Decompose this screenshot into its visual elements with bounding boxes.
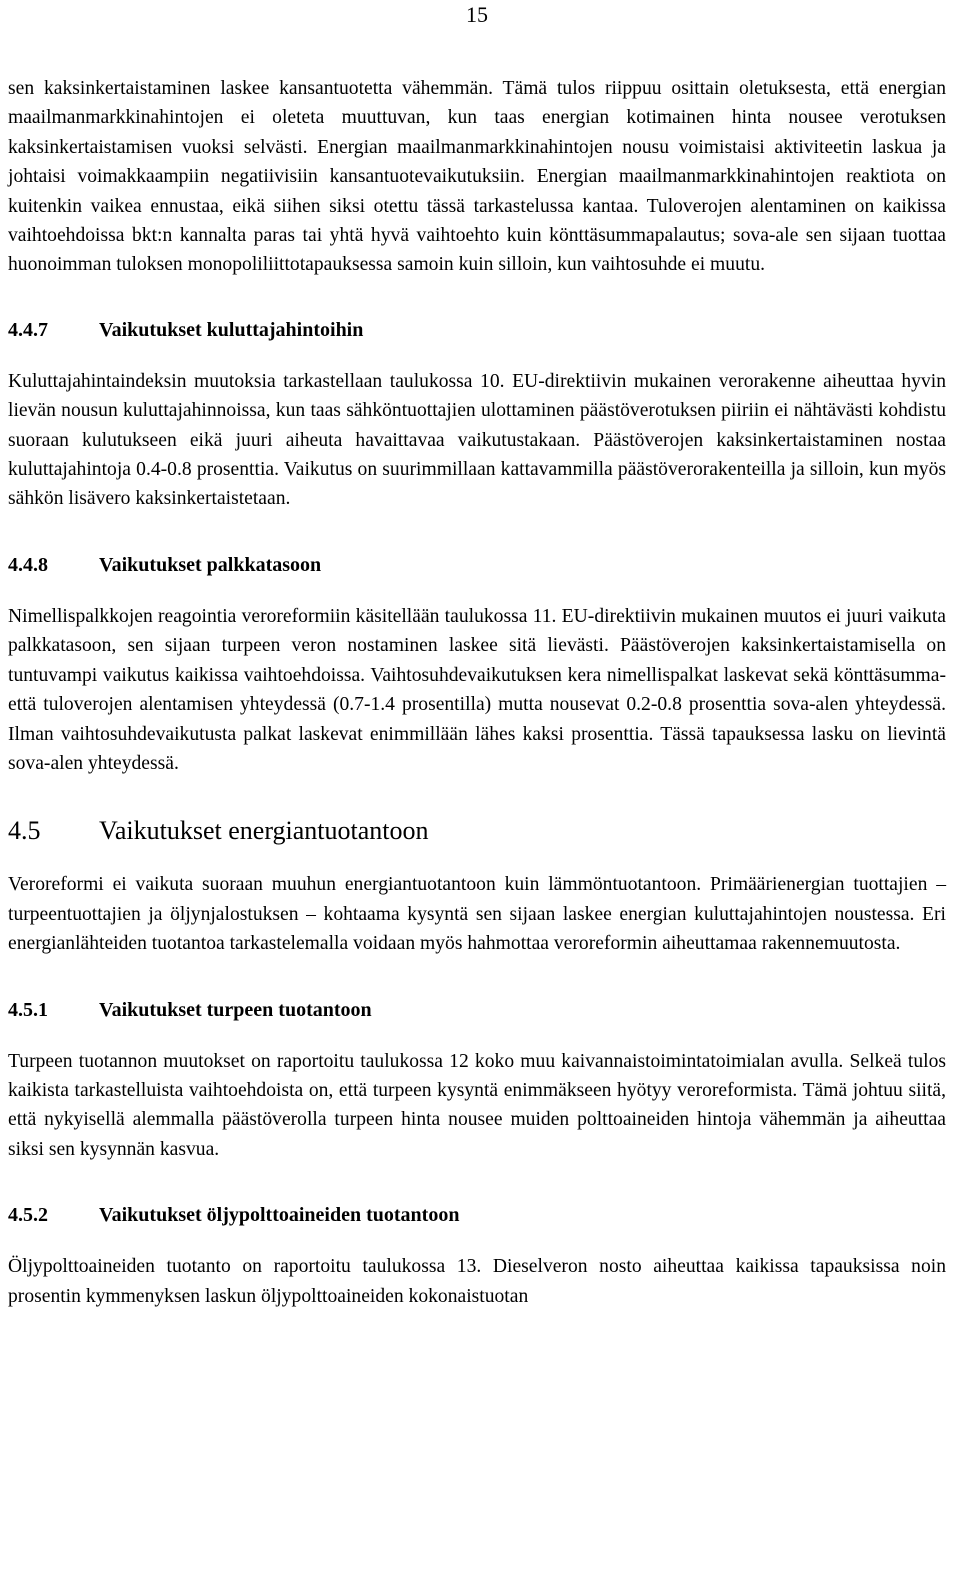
page-number: 15 — [466, 2, 488, 27]
section-title: Vaikutukset kuluttajahintoihin — [99, 318, 364, 341]
paragraph-wage-level: Nimellispalkkojen reagointia veroreformiin käsitellään taulukossa 11. EU-direktiivin mukainen muutos ei juuri vaikuta palkkatasoon, sen sijaan turpeen veron nostaminen laskee sitä lievästi. Päästöverojen kaksinkertaistamisella on tuntuvampi vaikutus kaikissa vaihtoehdoissa. Vaihtosuhdevaikutuksen kera nimellispalkat laskevat sekä könttäsumma- että tuloverojen alentamisen yhteydessä (0.7-1.4 prosentilla) mutta nousevat 0.2-0.8 prosenttia sova-alen yhteydessä. Ilman vaihtosuhdevaikutusta palkat laskevat enimmillään lähes kaksi prosenttia. Tässä tapauksessa lasku on lievintä sova-alen yhteydessä. — [8, 605, 946, 774]
section-number: 4.5.2 — [8, 1204, 48, 1227]
section-title: Vaikutukset energiantuotantoon — [99, 816, 429, 846]
document-body — [8, 74, 946, 1311]
section-number: 4.5 — [8, 816, 41, 846]
section-title: Vaikutukset palkkatasoon — [99, 553, 322, 576]
heading-4-4-7 — [8, 316, 946, 345]
paragraph-peat-production: Turpeen tuotannon muutokset on raportoitu taulukossa 12 koko muu kaivannaistoimintatoimialan avulla. Selkeä tulos kaikista tarkastelluista vaihtoehdoista on, että turpeen kysyntä enimmäkseen hyötyy veroreformista. Tämä johtuu siitä, että nykyisellä alemmalla päästöverolla turpeen hinta nousee muiden polttoaineiden hintoja vähemmän ja aiheuttaa siksi sen kysynnän kasvua. — [8, 1050, 946, 1160]
section-title: Vaikutukset öljypolttoaineiden tuotantoon — [99, 1204, 460, 1227]
heading-4-5-2 — [8, 1201, 946, 1230]
heading-4-4-8 — [8, 551, 946, 580]
heading-4-5-1 — [8, 996, 946, 1025]
section-number: 4.4.7 — [8, 318, 48, 341]
section-number: 4.5.1 — [8, 998, 48, 1021]
paragraph-energy-production: Veroreformi ei vaikuta suoraan muuhun energiantuotantoon kuin lämmöntuotantoon. Primäärienergian tuottajien – turpeentuottajien ja öljynjalostuksen – kohtaama kysyntä sen sijaan laskee energian kuluttajahintojen noustessa. Eri energianlähteiden tuotantoa tarkastelemalla voidaan myös hahmottaa veroreformin aiheuttamaa rakennemuutosta. — [8, 874, 946, 955]
paragraph-consumer-prices: Kuluttajahintaindeksin muutoksia tarkastellaan taulukossa 10. EU-direktiivin mukainen verorakenne aiheuttaa hyvin lievän nousun kuluttajahinnoissa, kun taas sähköntuottajien ulottaminen päästöverotuksen piiriin ei nähtävästi kohdistu suoraan kulutukseen eikä juuri aiheuta havaittavaa vaikutustakaan. Päästöverojen kaksinkertaistaminen nostaa kuluttajahintoja 0.4-0.8 prosenttia. Vaikutus on suurimmillaan kattavammilla päästöverorakenteilla ja silloin, kun myös sähkön lisävero kaksinkertaistetaan. — [8, 370, 946, 510]
heading-4-5 — [8, 814, 946, 848]
paragraph-oil-fuels: Öljypolttoaineiden tuotanto on raportoitu taulukossa 13. Dieselveron nosto aiheuttaa kaikissa tapauksissa noin prosentin kymmenyksen laskun öljypolttoaineiden kokonaistuotan — [8, 1256, 946, 1307]
paragraph-gdp-effects: sen kaksinkertaistaminen laskee kansantuotetta vähemmän. Tämä tulos riippuu osittain oletuksesta, että energian maailmanmarkkinahintojen ei oleteta muuttuvan, kun taas energian kotimainen hinta nousee verotuksen kaksinkertaistamisen vuoksi selvästi. Energian maailmanmarkkinahintojen nousu voimistaisi aktiviteetin laskua ja johtaisi voimakkaampiin negatiivisiin kansantuotevaikutuksiin. Energian maailmanmarkkinahintojen reaktiota on kuitenkin vaikea ennustaa, eikä siihen siksi otettu tässä tarkastelussa kantaa. Tuloverojen alentaminen on kaikissa vaihtoehdoissa bkt:n kannalta paras tai yhtä hyvä vaihtoehto kuin könttäsummapalautus; sova-ale sen sijaan tuottaa huonoimman tuloksen monopoliliittotapauksessa samoin kuin silloin, kun vaihtosuhde ei muutu. — [8, 78, 946, 276]
section-number: 4.4.8 — [8, 553, 48, 576]
section-title: Vaikutukset turpeen tuotantoon — [99, 998, 372, 1021]
